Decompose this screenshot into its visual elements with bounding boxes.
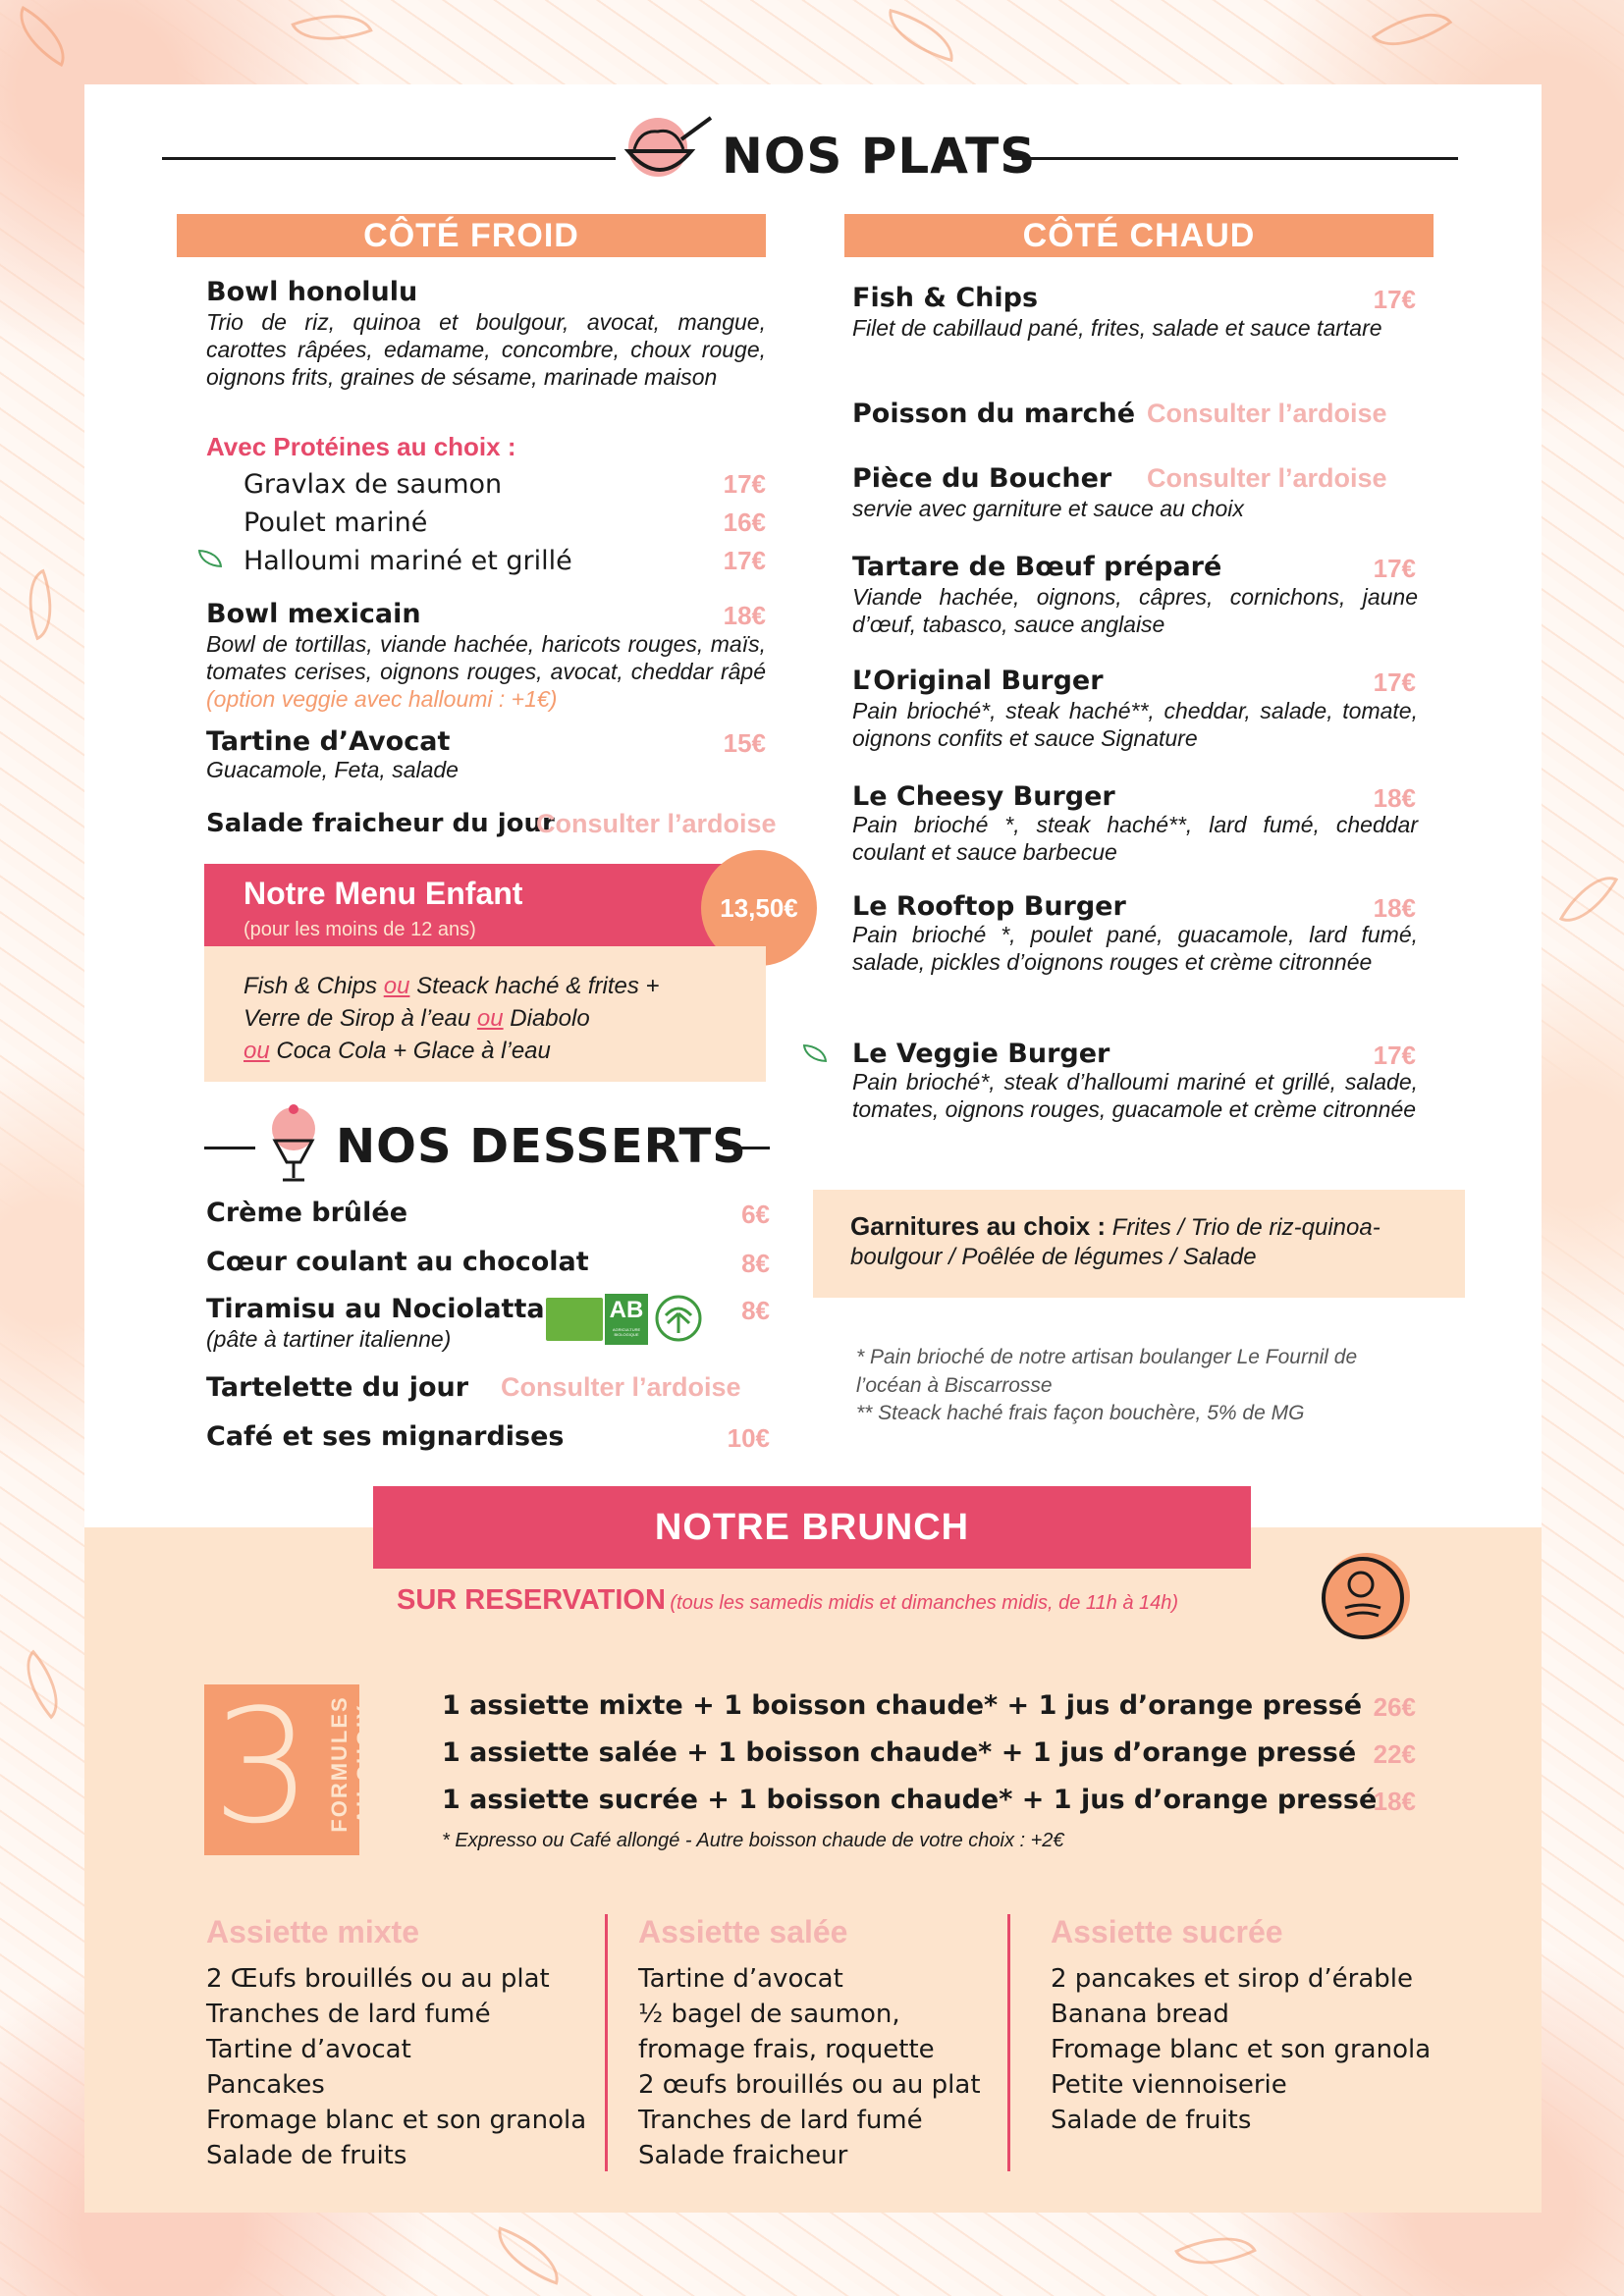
- bowl-mexicain-desc-text: Bowl de tortillas, viande hachée, haricots rouges, maïs, tomates cerises, oignons rouges, avocat, cheddar râpé: [206, 631, 766, 684]
- list-item: Fromage blanc et son granola: [1051, 2035, 1432, 2064]
- reservation-detail: (tous les samedis midis et dimanches midis, de 11h à 14h): [670, 1592, 1179, 1614]
- proteine-price: 17€: [723, 546, 766, 575]
- chaud-item-price: 17€: [1373, 554, 1416, 583]
- dessert-item: Café et ses mignardises: [206, 1421, 565, 1452]
- formules-number: 3: [212, 1675, 312, 1858]
- list-item: Tartine d’avocat: [638, 1964, 843, 1994]
- au-choix-word: AU CHOIX: [352, 1703, 377, 1825]
- list-item: 2 pancakes et sirop d’érable: [1051, 1964, 1414, 1994]
- chaud-item-desc: Pain brioché *, steak haché**, lard fumé, cheddar coulant et sauce barbecue: [852, 812, 1418, 865]
- dessert-price: 8€: [741, 1249, 770, 1278]
- garnitures-label: Garnitures au choix :: [850, 1211, 1107, 1241]
- brunch-reservation: [397, 1584, 1178, 1617]
- organic-eu-logo: [546, 1298, 603, 1341]
- reservation-label: SUR RESERVATION: [397, 1584, 666, 1616]
- chaud-item-desc: Filet de cabillaud pané, frites, salade et sauce tartare: [852, 315, 1382, 341]
- salade-price: Consulter l’ardoise: [536, 809, 777, 838]
- chaud-item-price: 17€: [1373, 667, 1416, 697]
- chaud-item-desc: Pain brioché*, steak d’halloumi mariné et grillé, salade, tomates, oignons rouges, guacamole et crème citronnée: [852, 1069, 1418, 1122]
- bowl-mexicain-option: (option veggie avec halloumi : +1€): [206, 686, 558, 712]
- desserts-title: NOS DESSERTS: [336, 1119, 747, 1174]
- dessert-item: Crème brûlée: [206, 1198, 408, 1228]
- column-divider: [605, 1914, 608, 2171]
- formules-word: FORMULES: [327, 1695, 352, 1833]
- dessert-price: 6€: [741, 1200, 770, 1229]
- chaud-item-name: Fish & Chips: [852, 283, 1039, 313]
- chaud-item-name: Poisson du marché: [852, 399, 1136, 429]
- title-rule-left: [162, 157, 616, 160]
- garnitures-list: Frites / Trio de riz-quinoa-boulgour / Poêlée de légumes / Salade: [850, 1214, 1380, 1270]
- list-item: Tranches de lard fumé: [206, 2000, 491, 2029]
- decor-leaf: [1174, 2219, 1257, 2283]
- list-item: fromage frais, roquette: [638, 2035, 935, 2064]
- bowl-honolulu-name: Bowl honolulu: [206, 277, 418, 307]
- formule-price: 22€: [1373, 1739, 1416, 1769]
- ou-word: ou: [383, 973, 410, 999]
- decor-leaf: [15, 569, 67, 641]
- assiette-salee-title: Assiette salée: [638, 1914, 848, 1949]
- cote-chaud-header: CÔTÉ CHAUD: [844, 214, 1434, 257]
- ab-logo-caption: AGRICULTURE BIOLOGIQUE: [612, 1327, 641, 1337]
- bowl-mexicain-desc: [206, 630, 766, 713]
- chaud-item-price: 18€: [1373, 783, 1416, 813]
- proteine-item: Halloumi mariné et grillé: [244, 546, 572, 576]
- proteines-label: Avec Protéines au choix :: [206, 432, 516, 461]
- chaud-item-name: Le Veggie Burger: [852, 1039, 1110, 1069]
- ou-word: ou: [244, 1038, 270, 1064]
- cote-froid-header: CÔTÉ FROID: [177, 214, 766, 257]
- chaud-item-name: Le Cheesy Burger: [852, 781, 1115, 812]
- chaud-item-name: L’Original Burger: [852, 666, 1104, 696]
- menu-enfant-text: Coca Cola + Glace à l’eau: [269, 1038, 551, 1064]
- bowl-honolulu-desc: Trio de riz, quinoa et boulgour, avocat, mangue, carottes râpées, edamame, concombre, choux rouge, oignons frits, graines de sésame, marinade maison: [206, 309, 766, 390]
- dessert-item: Cœur coulant au chocolat: [206, 1247, 589, 1277]
- menu-enfant-text: Fish & Chips: [244, 973, 384, 999]
- menu-enfant-title: Notre Menu Enfant: [244, 876, 523, 911]
- decor-leaf: [1372, 0, 1453, 66]
- menu-enfant-text: Steack haché & frites +: [409, 973, 660, 999]
- formule-text: 1 assiette mixte + 1 boisson chaude* + 1 jus d’orange pressé: [442, 1690, 1363, 1721]
- decor-leaf: [487, 2226, 569, 2285]
- dessert-item: Tartelette du jour: [206, 1372, 469, 1403]
- bowl-mexicain-name: Bowl mexicain: [206, 599, 421, 629]
- dessert-note: (pâte à tartiner italienne): [206, 1326, 452, 1352]
- menu-enfant-subtitle: (pour les moins de 12 ans): [244, 919, 476, 940]
- ou-word: ou: [476, 1005, 504, 1032]
- decor-leaf: [6, 6, 79, 67]
- ab-logo-text: AB: [609, 1297, 644, 1323]
- salade-name: Salade fraicheur du jour: [206, 809, 555, 838]
- list-item: Pancakes: [206, 2070, 325, 2100]
- dessert-price: 10€: [727, 1423, 770, 1453]
- proteine-item: Poulet mariné: [244, 507, 428, 538]
- ice-cream-icon: [261, 1101, 326, 1186]
- formule-price: 26€: [1373, 1692, 1416, 1722]
- list-item: 2 œufs brouillés ou au plat: [638, 2070, 981, 2100]
- assiette-salee-list: [638, 1961, 981, 2173]
- list-item: Tranches de lard fumé: [638, 2106, 923, 2135]
- footnote-brioche: * Pain brioché de notre artisan boulanger Le Fournil de l’océan à Biscarrosse: [856, 1346, 1358, 1397]
- formules-label: [312, 1692, 377, 1849]
- brunch-title: NOTRE BRUNCH: [373, 1486, 1251, 1569]
- list-item: Banana bread: [1051, 2000, 1229, 2029]
- decor-leaf: [881, 9, 962, 62]
- assiette-sucree-list: [1051, 1961, 1431, 2138]
- list-item: Salade fraicheur: [638, 2141, 848, 2170]
- formule-text: 1 assiette salée + 1 boisson chaude* + 1 jus d’orange pressé: [442, 1737, 1357, 1768]
- menu-enfant-text: Verre de Sirop à l’eau: [244, 1005, 477, 1032]
- column-divider: [1007, 1914, 1010, 2171]
- assiette-mixte-list: [206, 1961, 586, 2173]
- decor-leaf: [10, 1649, 76, 1719]
- tartine-price: 15€: [723, 728, 766, 758]
- dessert-price: 8€: [741, 1296, 770, 1325]
- list-item: Tartine d’avocat: [206, 2035, 411, 2064]
- assiette-sucree-title: Assiette sucrée: [1051, 1914, 1283, 1949]
- menu-enfant-line1: [244, 970, 660, 1067]
- list-item: Salade de fruits: [1051, 2106, 1252, 2135]
- garnitures-text: [850, 1211, 1439, 1272]
- bowl-mexicain-price: 18€: [723, 601, 766, 630]
- formule-text: 1 assiette sucrée + 1 boisson chaude* + 1 jus d’orange pressé: [442, 1785, 1378, 1815]
- breakfast-plate-icon: [1312, 1547, 1422, 1645]
- list-item: Salade de fruits: [206, 2141, 407, 2170]
- list-item: 2 Œufs brouillés ou au plat: [206, 1964, 550, 1994]
- decor-leaf: [1559, 863, 1619, 934]
- proteine-price: 16€: [723, 507, 766, 537]
- assiette-mixte-title: Assiette mixte: [206, 1914, 419, 1949]
- chaud-item-price: 17€: [1373, 285, 1416, 314]
- formule-footnote: * Expresso ou Café allongé - Autre boisson chaude de votre choix : +2€: [442, 1830, 1064, 1851]
- bowl-icon: [621, 110, 719, 188]
- decor-leaf: [291, 0, 373, 57]
- proteine-item: Gravlax de saumon: [244, 469, 503, 500]
- title-rule-right: [1011, 157, 1458, 160]
- chaud-item-desc: Pain brioché *, poulet pané, guacamole, lard fumé, salade, pickles d’oignons rouges et crème citronnée: [852, 922, 1418, 975]
- chaud-item-price: 18€: [1373, 893, 1416, 923]
- tartine-desc: Guacamole, Feta, salade: [206, 757, 459, 782]
- chaud-item-desc: servie avec garniture et sauce au choix: [852, 496, 1244, 521]
- list-item: Petite viennoiserie: [1051, 2070, 1287, 2100]
- proteine-price: 17€: [723, 469, 766, 499]
- footnote-steak: ** Steack haché frais façon bouchère, 5% de MG: [856, 1402, 1305, 1424]
- formule-price: 18€: [1373, 1787, 1416, 1816]
- chaud-item-name: Tartare de Bœuf préparé: [852, 552, 1222, 582]
- menu-enfant-text: Diabolo: [503, 1005, 590, 1032]
- list-item: ½ bagel de saumon,: [638, 2000, 900, 2029]
- chaud-item-price: Consulter l’ardoise: [1147, 463, 1387, 493]
- tartine-name: Tartine d’Avocat: [206, 726, 451, 757]
- plats-title: NOS PLATS: [722, 128, 1037, 185]
- chaud-item-name: Le Rooftop Burger: [852, 891, 1126, 922]
- chaud-item-price: 17€: [1373, 1041, 1416, 1070]
- ab-logo: [605, 1294, 648, 1345]
- desserts-rule-left: [204, 1147, 255, 1149]
- chaud-item-desc: Pain brioché*, steak haché**, cheddar, salade, tomate, oignons confits et sauce Signature: [852, 698, 1418, 751]
- chaud-item-name: Pièce du Boucher: [852, 463, 1112, 494]
- chaud-item-desc: Viande hachée, oignons, câpres, cornichons, jaune d’œuf, tabasco, sauce anglaise: [852, 584, 1418, 637]
- dessert-price: Consulter l’ardoise: [501, 1372, 741, 1402]
- chaud-item-price: Consulter l’ardoise: [1147, 399, 1387, 428]
- menu-enfant-price-badge: 13,50€: [701, 850, 817, 966]
- list-item: Fromage blanc et son granola: [206, 2106, 587, 2135]
- dessert-item: Tiramisu au Nociolatta: [206, 1294, 545, 1324]
